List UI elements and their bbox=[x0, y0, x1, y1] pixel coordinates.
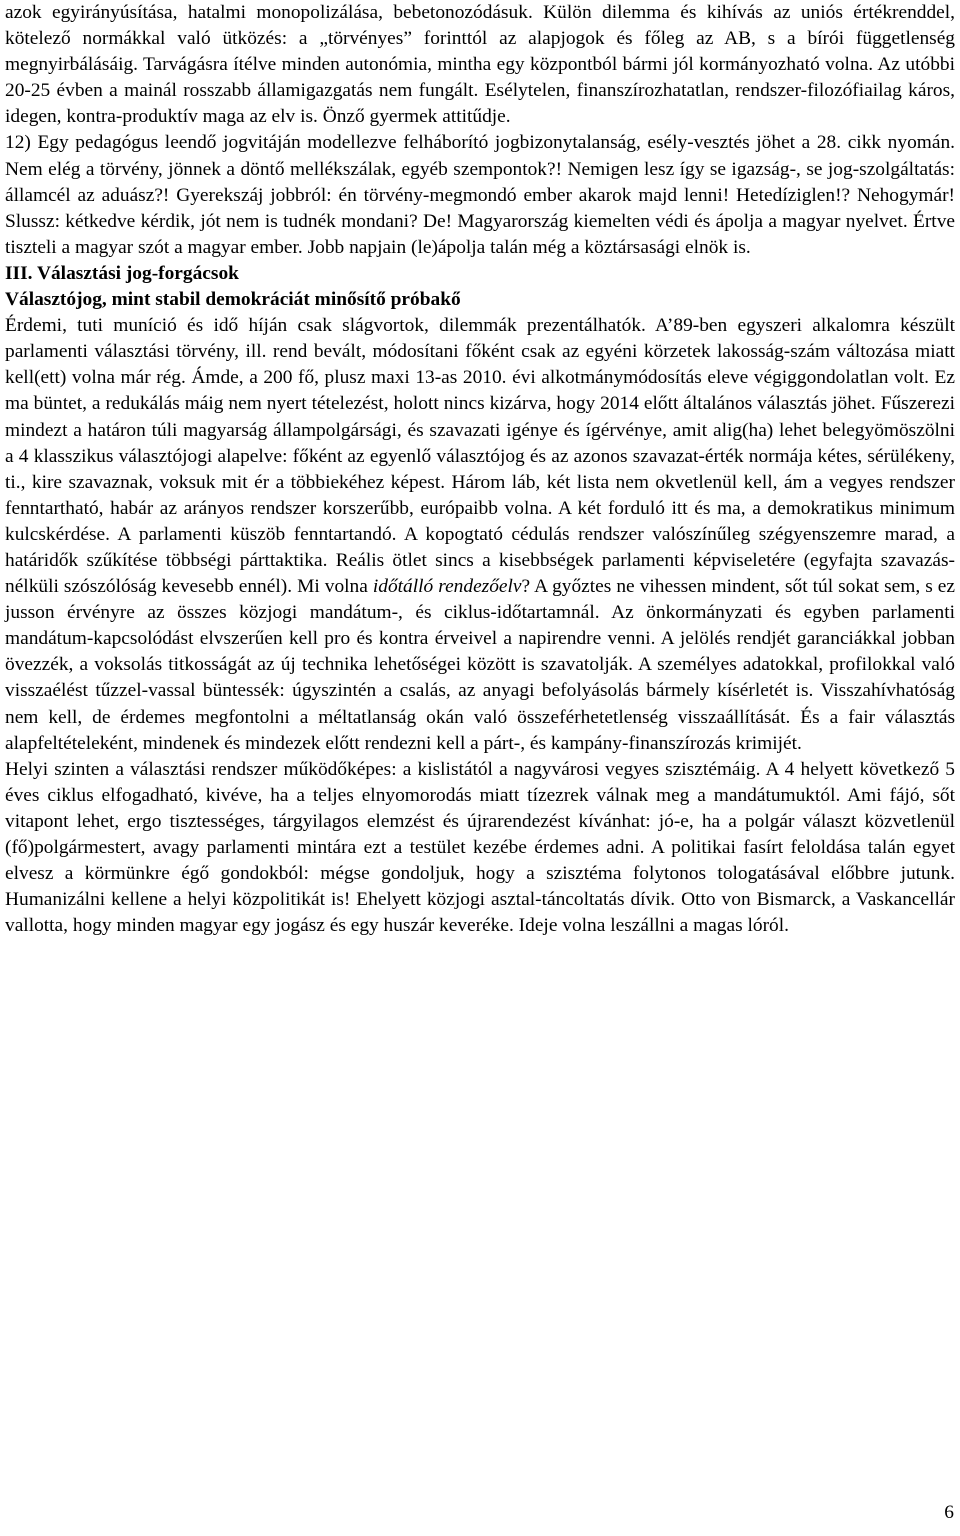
paragraph-1: azok egyirányúsítása, hatalmi monopolizálása, bebetonozódásuk. Külön dilemma és kihívás az uniós értékrenddel, kötelező normákkal való ütközés: a „törvényes” forinttól az alapjogok és főleg az AB, s a bírói függetlenség megnyirbálásáig. Tarvágásra ítélve minden autonómia, mintha egy központból bármi jól kormányozható volna. Az utóbbi 20-25 évben a mainál rosszabb államigazgatás nem fungált. Esélytelen, finanszírozhatatlan, rendszer-filozófiailag káros, idegen, kontra-produktív maga az elv is. Önző gyermek attitűdje. bbox=[5, 2, 955, 128]
document-body bbox=[5, 0, 955, 939]
paragraph-3 bbox=[5, 313, 955, 757]
paragraph-2: 12) Egy pedagógus leendő jogvitáján modellezve felháborító jogbizonytalanság, esély-vesztés jöhet a 28. cikk nyomán. Nem elég a törvény, jönnek a döntő mellékszálak, egyéb szempontok?! Nemigen lesz így se igazság-, se jog-szolgáltatás: államcél az aduász?! Gyerekszáj jobbról: én törvény-megmondó ember akarok majd lenni! Hetedíziglen!? Nehogymár! Slussz: kétkedve kérdik, jót nem is tudnék mondani? De! Magyarország kiemelten védi és ápolja a magyar nyelvet. Értve tiszteli a magyar szót a magyar ember. Jobb napjain (le)ápolja talán még a köztársasági elnök is. bbox=[5, 132, 955, 258]
paragraph-3-part-b: ? A győztes ne vihessen mindent, sőt túl sokat sem, s ez jusson érvényre az összes közjogi mandátum-, és ciklus-időtartamnál. Az önkormányzati és egyben parlamenti mandátum-kapcsolódást elvszerűen kell pro és kontra érveivel a napirendre venni. A jelölés rendjét garanciákkal jobban övezzék, a voksolás titkosságát az új technika lehetőségei között is szavatolják. A személyes adatokkal, profilokkal való visszaélést tűzzel-vassal büntessék: úgyszintén a csalás, az anyagi befolyásolás bármely kísérletét is. Visszahívhatóság nem kell, de érdemes megfontolni a méltatlanság okán való összeférhetetlenség visszaállítását. És a fair választás alapfeltételeként, mindenek és mindezek előtt rendezni kell a párt-, és kampány-finanszírozás krimijét. bbox=[5, 576, 956, 754]
section-title: III. Választási jog-forgácsok bbox=[5, 262, 239, 284]
paragraph-4: Helyi szinten a választási rendszer működőképes: a kislistától a nagyvárosi vegyes szisztémáig. A 4 helyett következő 5 éves ciklus elfogadható, kivéve, ha a teljes elnyomorodás miatt tízezrek válnak meg a mandátumuktól. Ami fájó, sőt vitapont lehet, ergo tisztességes, tárgyilagos elemzést és újrarendezést kívánhat: jó-e, ha a polgár választ közvetlenül (fő)polgármestert, avagy parlamenti mintára ezt a testület kezébe érdemes adni. A politikai fasírt feloldása talán egyet elvesz a körmünkre égő gondokból: mégse gondoljuk, hogy a szisztéma folytonos tologatásával előbbre jutunk. Humanizálni kellene a helyi közpolitikát is! Ehelyett közjogi asztal-táncoltatás dívik. Otto von Bismarck, a Vaskancellár vallotta, hogy minden magyar egy jogász és egy huszár keveréke. Ideje volna leszállni a magas lóról. bbox=[5, 758, 955, 937]
section-subtitle: Választójog, mint stabil demokráciát minősítő próbakő bbox=[5, 289, 461, 311]
page-number: 6 bbox=[944, 1502, 954, 1523]
paragraph-3-part-a: Érdemi, tuti muníció és idő híján csak slágvortok, dilemmák prezentálhatók. A’89-ben egyszeri alkalomra készült parlamenti választási törvény, ill. rend bevált, módosítani főként csak az egyéni körzetek lakosság-szám változása miatt kell(ett) volna már rég. Ámde, a 200 fő, plusz maxi 13-as 2010. évi alkotmánymódosítás eleve végiggondolatlan volt. Ez ma büntet, a redukálás máig nem nyert tételezést, holott nincs kizárva, hogy 2014 előtt általános választás jöhet. Fűszerezi mindezt a határon túli magyarság állampolgársági, és szavazati igénye és ígérvénye, amit alig(ha) lehet belegyömöszölni a 4 klasszikus választójogi alapelve: főként az egyenlő választójog és az azonos szavazat-érték normája kétes, sérülékeny, ti., kire szavaznak, voksuk mit ér a többiekéhez képest. Három láb, két lista nem okvetlenül kell, ám a vegyes rendszer fenntartható, habár az arányos rendszer korszerűbb, európaibb volna. A két forduló itt és ma, a demokratikus minimum kulcskérdése. A parlamenti küszöb fenntartandó. A kopogtató cédulás rendszer valószínűleg szégyenszemre marad, a határidők szűkítése többségi párttaktika. Reális ötlet sincs a kisebbségek parlamenti képviseletére (egyfajta szavazás-nélküli szószólóság kevesebb ennél). Mi volna bbox=[5, 315, 955, 598]
paragraph-3-italic: időtálló rendezőelv bbox=[372, 576, 522, 598]
